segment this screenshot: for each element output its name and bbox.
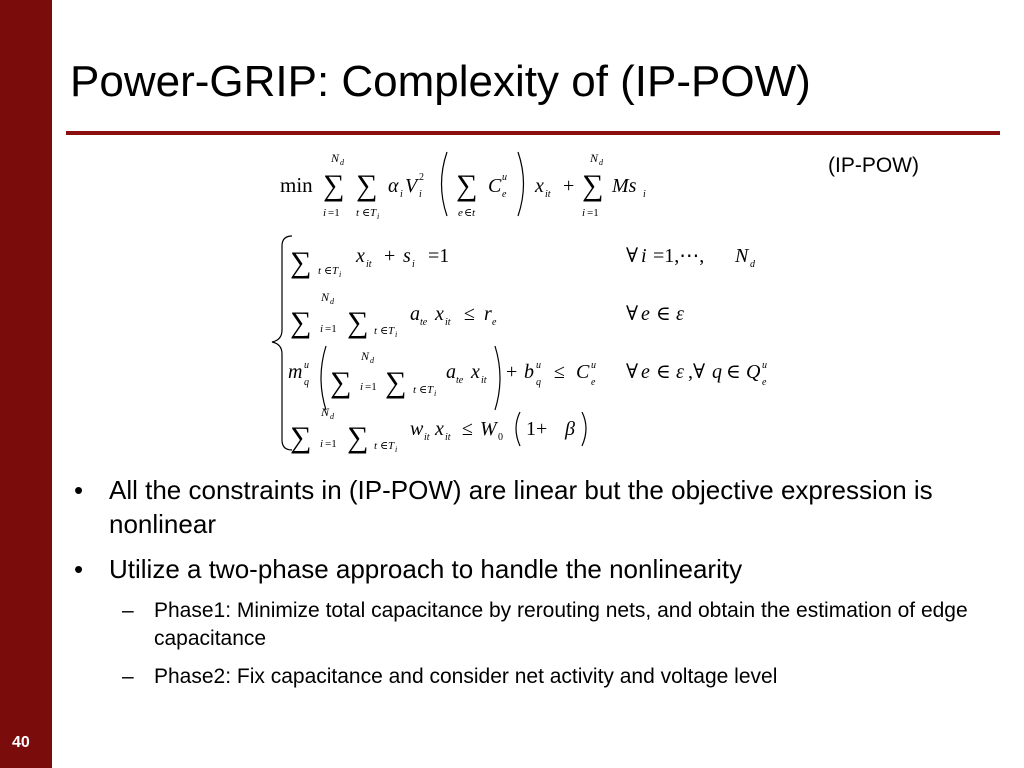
svg-text:∈: ∈ <box>380 325 389 337</box>
svg-text:∈: ∈ <box>726 361 741 383</box>
svg-text:∈: ∈ <box>656 361 671 383</box>
svg-text:it: it <box>366 259 372 270</box>
svg-text:∀: ∀ <box>626 303 639 325</box>
svg-text:it: it <box>445 317 451 328</box>
svg-text:u: u <box>591 360 596 371</box>
svg-text:t: t <box>374 325 378 337</box>
svg-text:≤: ≤ <box>464 303 475 325</box>
svg-text:∑: ∑ <box>290 306 312 339</box>
svg-text:W: W <box>480 418 497 440</box>
svg-text:a: a <box>446 361 456 383</box>
svg-text:i: i <box>395 330 398 339</box>
svg-text:t: t <box>356 207 360 219</box>
constraint-1 <box>290 245 756 279</box>
svg-text:+: + <box>563 175 575 197</box>
svg-text:d: d <box>599 158 603 167</box>
svg-text:r: r <box>484 303 492 325</box>
svg-text:∑: ∑ <box>356 169 378 202</box>
svg-text:e: e <box>641 303 650 325</box>
sub-bullet-marker: – <box>122 665 134 688</box>
constraint-3 <box>288 346 767 410</box>
svg-text:u: u <box>536 360 541 371</box>
svg-text:∑: ∑ <box>347 421 369 454</box>
svg-text:u: u <box>502 172 507 183</box>
sub-bullet-marker: – <box>122 599 134 622</box>
bullet-item <box>74 552 1014 586</box>
svg-text:=1: =1 <box>587 207 599 219</box>
svg-text:e: e <box>762 377 767 388</box>
svg-text:T: T <box>388 325 395 337</box>
svg-text:q: q <box>536 377 541 388</box>
svg-text:q: q <box>304 377 309 388</box>
svg-text:N: N <box>321 290 330 304</box>
objective-function <box>280 151 646 221</box>
svg-text:i: i <box>323 207 327 219</box>
svg-text:q: q <box>712 361 722 383</box>
svg-text:i: i <box>582 207 586 219</box>
svg-text:i: i <box>395 445 398 454</box>
svg-text:T: T <box>388 440 395 452</box>
svg-text:it: it <box>481 375 487 386</box>
formulation-label: (IP-POW) <box>828 154 919 177</box>
svg-text:∀: ∀ <box>626 245 639 267</box>
svg-text:Ms: Ms <box>612 175 637 197</box>
svg-text:∈: ∈ <box>324 265 333 277</box>
svg-text:e: e <box>502 189 507 200</box>
svg-text:d: d <box>750 259 755 270</box>
svg-text:x: x <box>435 418 444 440</box>
svg-text:i: i <box>412 259 415 270</box>
svg-text:∑: ∑ <box>347 306 369 339</box>
svg-text:2: 2 <box>419 172 424 183</box>
svg-text:V: V <box>405 175 418 197</box>
svg-text:d: d <box>330 412 334 421</box>
bullet-list <box>74 473 1014 701</box>
svg-text:,∀: ,∀ <box>688 361 706 383</box>
svg-text:∑: ∑ <box>330 366 352 399</box>
svg-text:≤: ≤ <box>462 418 473 440</box>
svg-text:=1,⋯,: =1,⋯, <box>653 245 705 267</box>
svg-text:it: it <box>445 432 451 443</box>
slide-title: Power-GRIP: Complexity of (IP-POW) <box>70 57 811 106</box>
bullet-marker: • <box>74 554 84 584</box>
svg-text:u: u <box>762 360 767 371</box>
svg-text:∀: ∀ <box>626 361 639 383</box>
svg-text:β: β <box>565 418 575 440</box>
svg-text:d: d <box>330 297 334 306</box>
svg-text:t: t <box>413 384 417 396</box>
svg-text:it: it <box>545 189 551 200</box>
svg-text:e: e <box>591 377 596 388</box>
svg-text:1+: 1+ <box>526 418 548 440</box>
svg-text:=1: =1 <box>328 207 340 219</box>
svg-text:∑: ∑ <box>582 169 604 202</box>
svg-text:α: α <box>388 175 399 197</box>
svg-text:∑: ∑ <box>385 366 407 399</box>
svg-text:∑: ∑ <box>290 421 312 454</box>
svg-text:=1: =1 <box>325 323 337 335</box>
svg-text:i: i <box>419 189 422 200</box>
svg-text:∑: ∑ <box>323 169 345 202</box>
sub-bullet-item <box>74 597 1014 653</box>
svg-text:min: min <box>280 173 313 197</box>
svg-text:it: it <box>424 432 430 443</box>
svg-text:+: + <box>506 361 518 383</box>
svg-text:u: u <box>304 360 309 371</box>
svg-text:te: te <box>456 375 464 386</box>
svg-text:N: N <box>321 405 330 419</box>
svg-text:a: a <box>410 303 420 325</box>
svg-text:i: i <box>434 389 437 398</box>
svg-text:e: e <box>641 361 650 383</box>
constraint-4 <box>290 405 586 454</box>
svg-text:s: s <box>403 245 411 267</box>
page-number: 40 <box>12 734 30 751</box>
bullet-marker: • <box>74 475 84 505</box>
svg-text:C: C <box>488 175 502 197</box>
svg-text:N: N <box>331 151 340 165</box>
svg-text:ε: ε <box>676 303 684 325</box>
svg-text:x: x <box>471 361 480 383</box>
svg-text:e: e <box>492 317 497 328</box>
bullet-item <box>74 473 1014 541</box>
svg-text:T: T <box>427 384 434 396</box>
svg-text:∈: ∈ <box>464 207 473 219</box>
svg-text:t: t <box>318 265 322 277</box>
svg-text:i: i <box>377 212 380 221</box>
svg-text:=1: =1 <box>325 438 337 450</box>
svg-text:e: e <box>458 207 463 219</box>
svg-text:m: m <box>288 361 303 383</box>
svg-text:ε: ε <box>676 361 684 383</box>
svg-text:w: w <box>410 418 424 440</box>
svg-text:=1: =1 <box>428 245 450 267</box>
svg-text:=1: =1 <box>365 381 377 393</box>
svg-text:N: N <box>590 151 599 165</box>
svg-text:x: x <box>535 175 544 197</box>
svg-text:i: i <box>339 270 342 279</box>
svg-text:∑: ∑ <box>290 246 312 279</box>
sub-bullet-text: Phase2: Fix capacitance and consider net activity and voltage level <box>154 665 778 688</box>
svg-text:0: 0 <box>498 432 503 443</box>
sub-bullet-text: Phase1: Minimize total capacitance by rerouting nets, and obtain the estimation of edge capacitance <box>154 599 968 650</box>
svg-text:x: x <box>435 303 444 325</box>
bullet-text: Utilize a two-phase approach to handle the nonlinearity <box>109 554 743 584</box>
svg-text:Q: Q <box>746 361 761 383</box>
svg-text:te: te <box>420 317 428 328</box>
svg-text:t: t <box>472 207 476 219</box>
svg-text:N: N <box>735 245 749 267</box>
svg-text:i: i <box>320 323 324 335</box>
svg-text:b: b <box>524 361 534 383</box>
svg-text:i: i <box>320 438 324 450</box>
svg-text:N: N <box>361 349 370 363</box>
constraint-brace <box>272 236 292 450</box>
svg-text:i: i <box>360 381 364 393</box>
svg-text:C: C <box>576 361 590 383</box>
svg-text:x: x <box>356 245 365 267</box>
svg-text:∑: ∑ <box>456 169 478 202</box>
svg-text:+: + <box>384 245 396 267</box>
svg-text:∈: ∈ <box>656 303 671 325</box>
bullet-text: All the constraints in (IP-POW) are linear but the objective expression is nonlinear <box>109 475 933 539</box>
svg-text:i: i <box>400 189 403 200</box>
svg-text:i: i <box>643 189 646 200</box>
svg-text:T: T <box>332 265 339 277</box>
constraint-2 <box>290 290 684 339</box>
sub-bullet-item <box>74 663 1014 691</box>
svg-text:d: d <box>340 158 344 167</box>
svg-text:∈: ∈ <box>380 440 389 452</box>
svg-text:∈: ∈ <box>362 207 371 219</box>
svg-text:d: d <box>370 356 374 365</box>
svg-text:t: t <box>374 440 378 452</box>
svg-text:T: T <box>370 207 377 219</box>
svg-text:≤: ≤ <box>554 361 565 383</box>
svg-text:i: i <box>641 245 647 267</box>
svg-text:∈: ∈ <box>419 384 428 396</box>
